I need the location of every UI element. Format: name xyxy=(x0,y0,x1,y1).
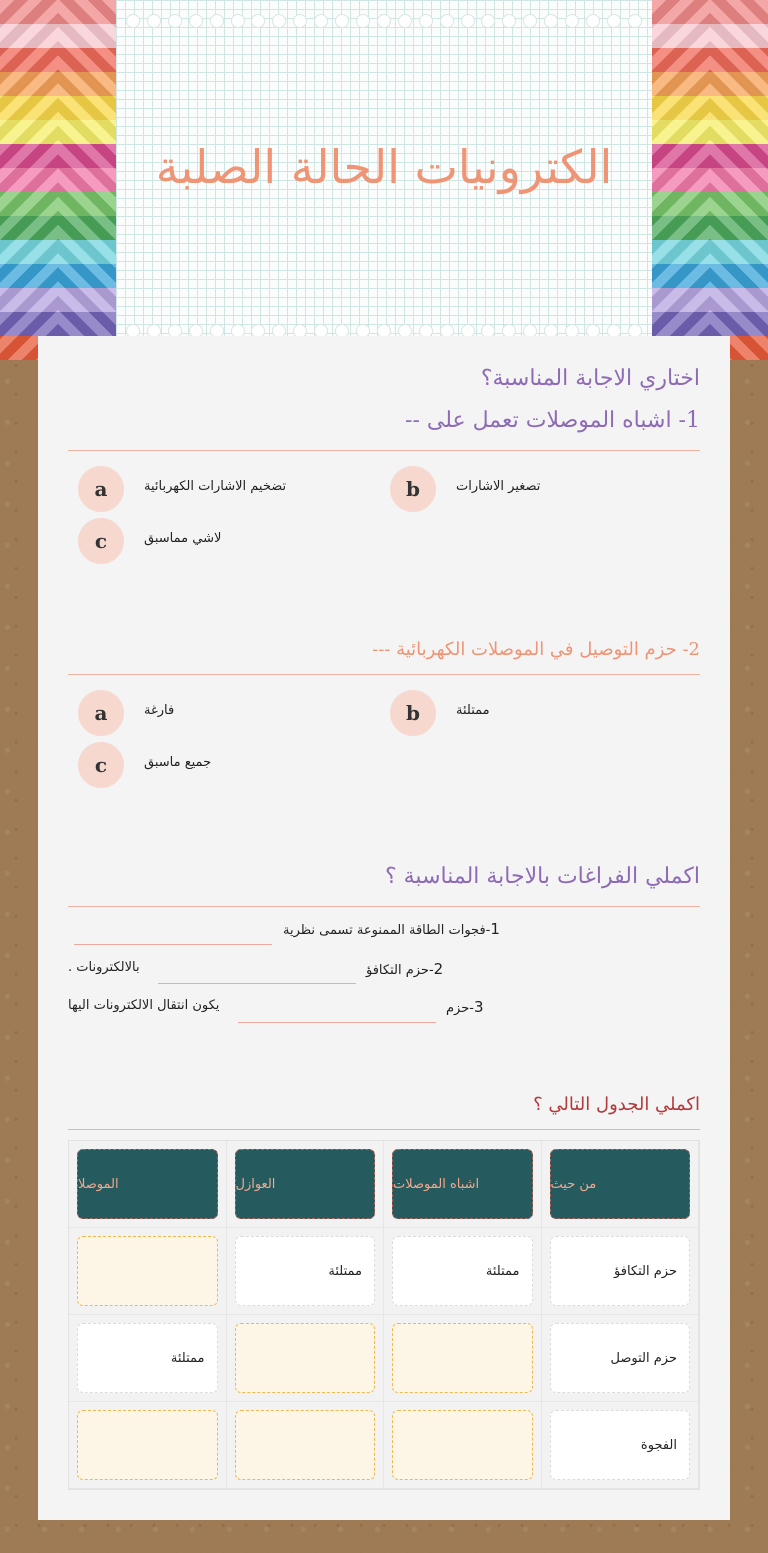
fill-prompt: -فجوات الطاقة الممنوعة تسمى نظرية xyxy=(283,923,491,938)
table-header-cell xyxy=(384,1141,542,1228)
given-value: ممتلئة xyxy=(235,1236,376,1306)
fill-line-2-text xyxy=(366,960,443,978)
choice-letter-badge: b xyxy=(390,690,436,736)
fill-prompt: -حزم التكافؤ xyxy=(366,963,434,978)
answer-input-cell[interactable] xyxy=(392,1410,533,1480)
blank-input-1[interactable] xyxy=(74,944,272,945)
fill-number: 3 xyxy=(473,998,484,1016)
comparison-table xyxy=(68,1140,700,1490)
choice-letter-badge: a xyxy=(78,466,124,512)
table-cell xyxy=(384,1315,542,1402)
punch-holes-top xyxy=(126,14,642,28)
page-title: الكترونيات الحالة الصلبة xyxy=(155,140,613,194)
table-header-cell xyxy=(227,1141,385,1228)
chevron-pattern xyxy=(710,0,768,360)
divider xyxy=(68,450,700,451)
q2-choice-c[interactable] xyxy=(78,742,211,788)
question-1-text: 1- اشباه الموصلات تعمل على -- xyxy=(405,408,700,433)
choice-label: تصغير الاشارات xyxy=(456,478,541,494)
q2-choice-b[interactable] xyxy=(390,690,490,736)
table-cell xyxy=(69,1228,227,1315)
fill-line-1-text xyxy=(283,920,500,938)
table-header-cell xyxy=(69,1141,227,1228)
table-cell xyxy=(542,1228,700,1315)
fill-number: 1 xyxy=(490,920,500,938)
choice-label: جميع ماسبق xyxy=(144,754,212,770)
choice-letter-badge: b xyxy=(390,466,436,512)
divider xyxy=(68,906,700,907)
choice-label: ممتلئة xyxy=(456,702,490,718)
choice-letter-badge: a xyxy=(78,690,124,736)
q1-choice-c[interactable] xyxy=(78,518,221,564)
section-heading-multiple-choice: اختاري الاجابة المناسبة؟ xyxy=(480,366,700,391)
table-cell xyxy=(69,1315,227,1402)
column-header: اشباه الموصلات xyxy=(392,1149,533,1219)
given-value: ممتلئة xyxy=(392,1236,533,1306)
choice-letter-badge: c xyxy=(78,518,124,564)
answer-input-cell[interactable] xyxy=(77,1410,218,1480)
column-header: من حيث xyxy=(550,1149,691,1219)
choice-letter-badge: c xyxy=(78,742,124,788)
choice-label: تضخيم الاشارات الكهربائية xyxy=(144,478,287,494)
q1-choice-a[interactable] xyxy=(78,466,286,512)
answer-input-cell[interactable] xyxy=(392,1323,533,1393)
worksheet-card xyxy=(38,336,730,1520)
answer-input-cell[interactable] xyxy=(77,1236,218,1306)
left-chevron-stripes xyxy=(0,0,116,360)
divider xyxy=(68,1129,700,1130)
table-cell xyxy=(384,1228,542,1315)
choice-label: فارغة xyxy=(144,702,175,718)
divider xyxy=(68,674,700,675)
given-value: ممتلئة xyxy=(77,1323,218,1393)
table-cell xyxy=(227,1228,385,1315)
right-chevron-stripes xyxy=(652,0,768,360)
section-heading-table: اكملي الجدول التالي ؟ xyxy=(533,1094,700,1115)
table-header-cell xyxy=(542,1141,700,1228)
question-2-text: 2- حزم التوصيل في الموصلات الكهربائية --- xyxy=(372,639,700,660)
section-heading-fill-blanks: اكملي الفراغات بالاجابة المناسبة ؟ xyxy=(384,864,700,889)
table-cell xyxy=(69,1402,227,1489)
chevron-pattern xyxy=(0,0,58,360)
fill-line-3-suffix: يكون انتقال الالكترونات اليها xyxy=(68,998,220,1013)
answer-input-cell[interactable] xyxy=(235,1410,376,1480)
row-label: حزم التوصل xyxy=(550,1323,691,1393)
row-label: حزم التكافؤ xyxy=(550,1236,691,1306)
answer-input-cell[interactable] xyxy=(235,1323,376,1393)
table-cell xyxy=(227,1315,385,1402)
table-cell xyxy=(542,1315,700,1402)
row-label: الفجوة xyxy=(550,1410,691,1480)
fill-prompt: -حزم xyxy=(446,1001,474,1016)
q2-choice-a[interactable] xyxy=(78,690,174,736)
choice-label: لاشي مماسبق xyxy=(144,530,222,546)
blank-input-3[interactable] xyxy=(238,1022,436,1023)
column-header: العوازل xyxy=(235,1149,376,1219)
fill-number: 2 xyxy=(433,960,444,978)
chevron-pattern xyxy=(58,0,116,360)
q1-choice-b[interactable] xyxy=(390,466,540,512)
header-banner xyxy=(0,0,768,360)
blank-input-2[interactable] xyxy=(158,983,356,984)
table-cell xyxy=(542,1402,700,1489)
table-cell xyxy=(227,1402,385,1489)
chevron-pattern xyxy=(652,0,710,360)
fill-line-2-suffix: بالالكترونات . xyxy=(68,960,140,975)
table-cell xyxy=(384,1402,542,1489)
fill-line-3-text xyxy=(446,998,484,1016)
column-header: الموصلا xyxy=(77,1149,218,1219)
